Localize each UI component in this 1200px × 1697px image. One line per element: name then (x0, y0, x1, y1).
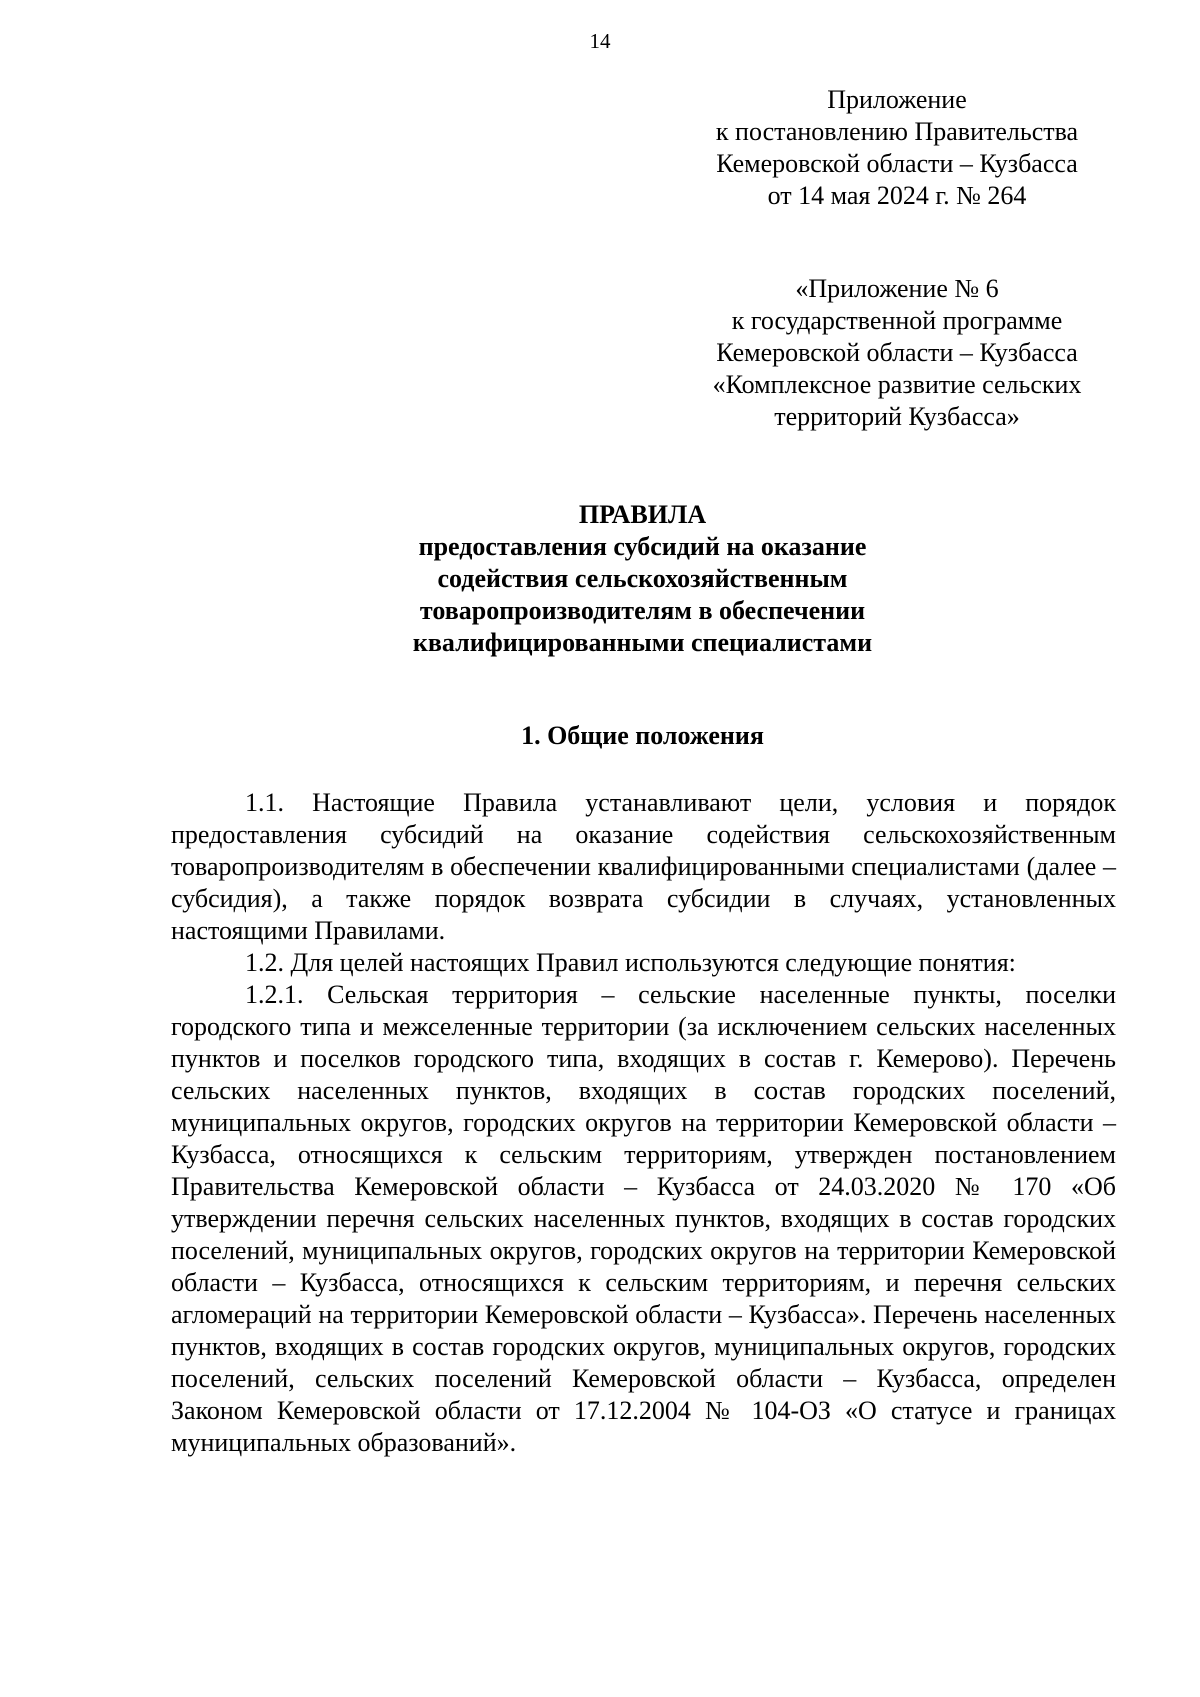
annex-header (682, 84, 1112, 212)
document-subtitle-line: предоставления субсидий на оказание (418, 532, 867, 561)
program-annex-line: к государственной программе (731, 306, 1063, 335)
annex-header-line: от 14 мая 2024 г. № 264 (767, 181, 1027, 210)
paragraph: 1.2.1. Сельская территория – сельские населенные пункты, поселки городского типа и межселенные территории (за исключением сельских населенных пунктов и поселков городского типа, входящих в состав г. Кемерово). Перечень сельских населенных пунктов, входящих в состав городских поселений, муниципальных округов, городских округов на территории Кемеровской области – Кузбасса, относящихся к сельским территориям, утвержден постановлением Правительства Кемеровской области – Кузбасса от 24.03.2020 № 170 «Об утверждении перечня сельских населенных пунктов, входящих в состав городских поселений, муниципальных округов, городских округов на территории Кемеровской области – Кузбасса, относящихся к сельским территориям, и перечня сельских агломераций на территории Кемеровской области – Кузбасса». Перечень населенных пунктов, входящих в состав городских округов, муниципальных округов, городских поселений, сельских поселений Кемеровской области – Кузбасса, определен Законом Кемеровской области от 17.12.2004 № 104-ОЗ «О статусе и границах муниципальных образований». (171, 980, 1116, 1457)
program-annex-line: «Приложение № 6 (795, 274, 999, 303)
paragraph: 1.2. Для целей настоящих Правил используются следующие понятия: (245, 948, 1016, 977)
document-subtitle-line: квалифицированными специалистами (412, 628, 873, 657)
document-subtitle-line: содействия сельскохозяйственным (437, 564, 848, 593)
annex-header-line: Кемеровской области – Кузбасса (716, 149, 1078, 178)
document-title-heading: ПРАВИЛА (578, 500, 707, 529)
annex-header-line: Приложение (827, 85, 967, 114)
program-annex-line: «Комплексное развитие сельских (712, 370, 1082, 399)
program-annex-line: Кемеровской области – Кузбасса (716, 338, 1078, 367)
section-heading: 1. Общие положения (521, 721, 764, 750)
program-annex-line: территорий Кузбасса» (774, 402, 1020, 431)
paragraph: 1.1. Настоящие Правила устанавливают цели, условия и порядок предоставления субсидий на оказание содействия сельскохозяйственным товаропроизводителям в обеспечении квалифицированными специалистами (далее – субсидия), а также порядок возврата субсидии в случаях, установленных настоящими Правилами. (171, 788, 1116, 945)
program-annex (682, 273, 1112, 433)
section-body (171, 787, 1116, 1459)
document-title (0, 499, 1200, 659)
page-number: 14 (589, 29, 611, 53)
document-subtitle-line: товаропроизводителям в обеспечении (419, 596, 866, 625)
annex-header-line: к постановлению Правительства (715, 117, 1079, 146)
